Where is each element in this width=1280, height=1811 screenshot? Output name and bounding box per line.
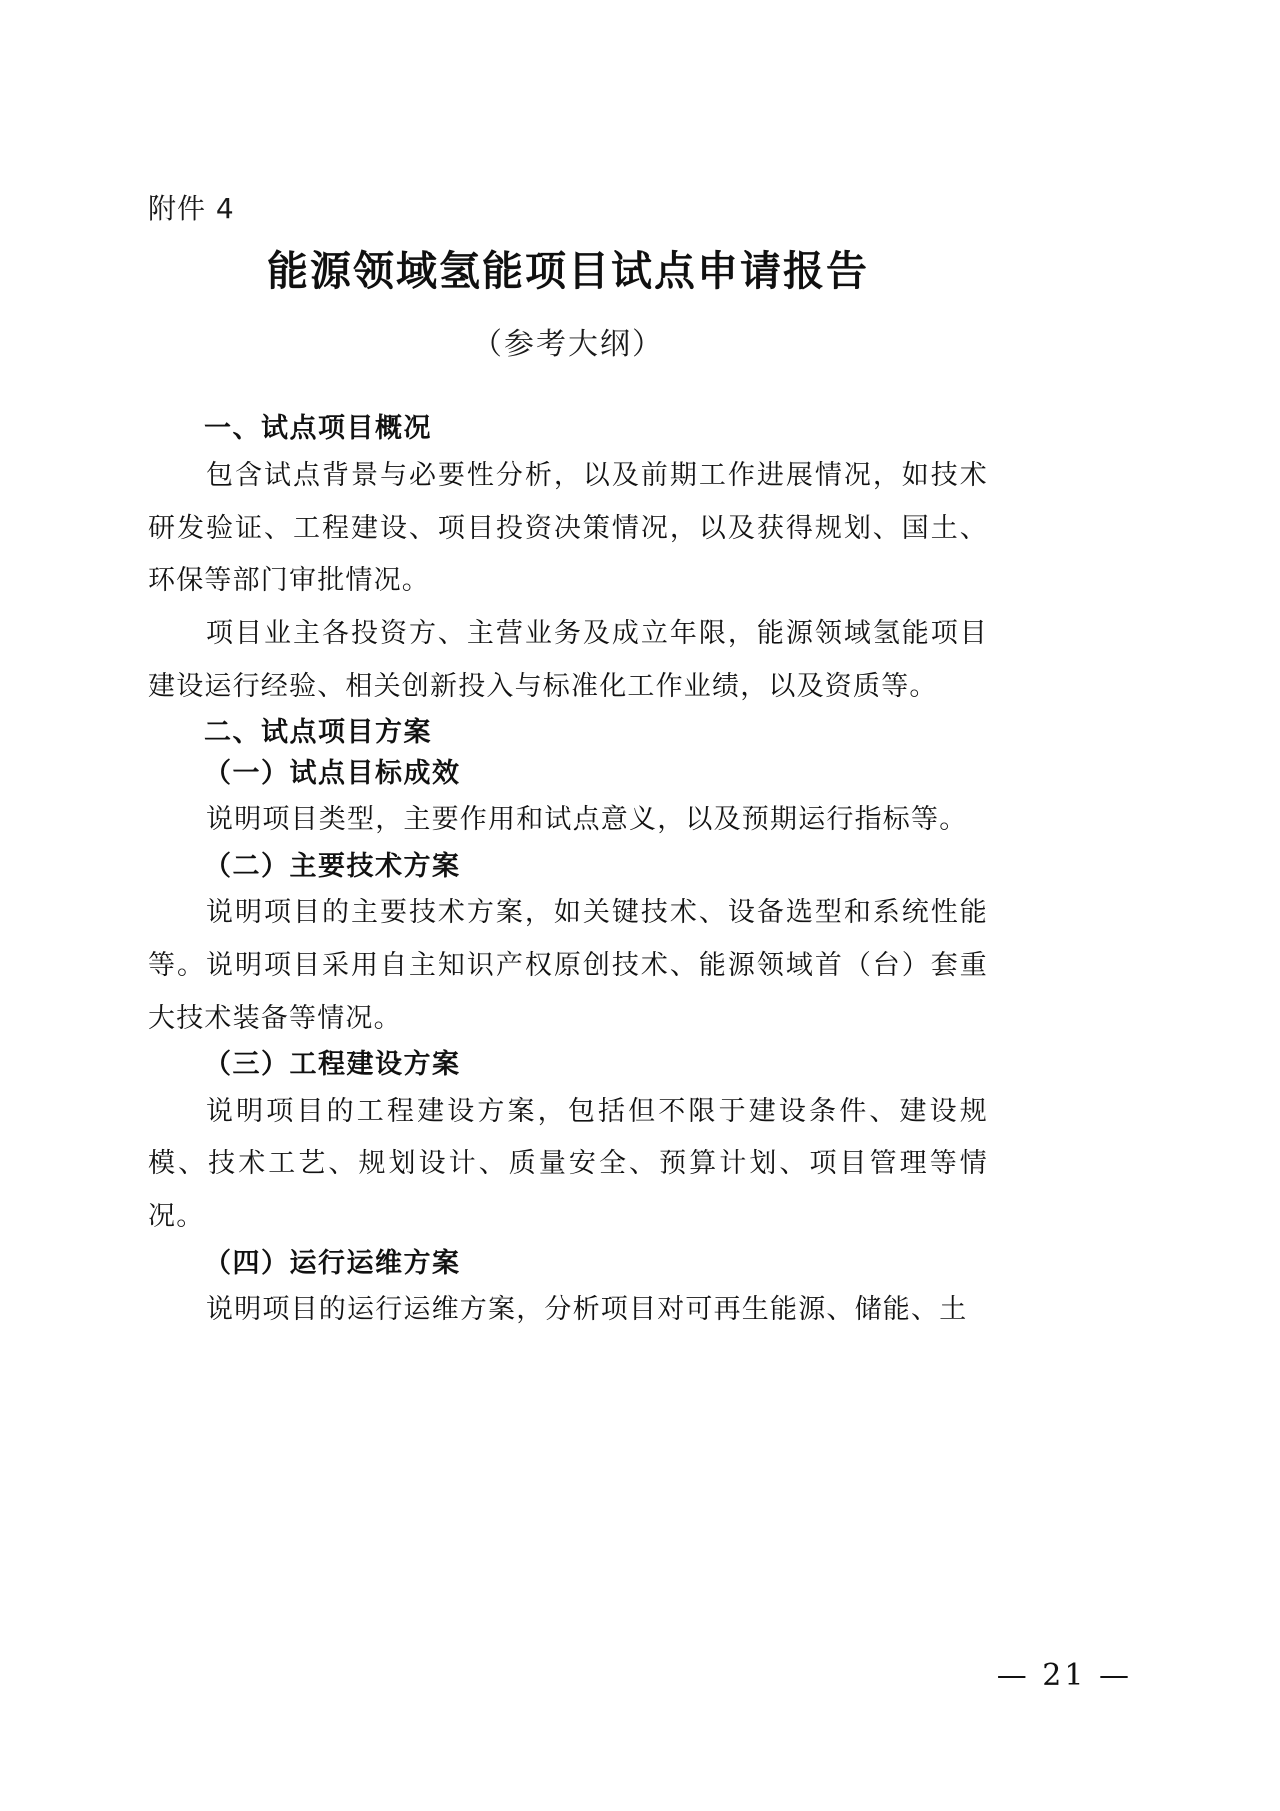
subsection-2-1-paragraph-1: 说明项目类型，主要作用和试点意义，以及预期运行指标等。 bbox=[206, 804, 968, 836]
document-subtitle: （参考大纲） bbox=[472, 326, 664, 362]
subsection-heading-2-4: （四）运行运维方案 bbox=[204, 1247, 461, 1279]
subsection-heading-2-3: （三）工程建设方案 bbox=[204, 1049, 461, 1081]
section-1-paragraph-2: 项目业主各投资方、主营业务及成立年限，能源领域氢能项目建设运行经验、相关创新投入与标准化工作业绩，以及资质等。 bbox=[148, 617, 988, 702]
attachment-label: 附件 4 bbox=[148, 192, 235, 225]
subsection-2-2-paragraph-1: 说明项目的主要技术方案，如关键技术、设备选型和系统性能等。说明项目采用自主知识产权原创技术、能源领域首（台）套重大技术装备等情况。 bbox=[148, 897, 988, 1034]
subsection-2-3-paragraph-1: 说明项目的工程建设方案，包括但不限于建设条件、建设规模、技术工艺、规划设计、质量安全、预算计划、项目管理等情况。 bbox=[148, 1095, 988, 1232]
page-number: — 21 — bbox=[996, 1658, 1132, 1693]
subsection-2-4-paragraph-1: 说明项目的运行运维方案，分析项目对可再生能源、储能、土 bbox=[206, 1294, 968, 1326]
section-heading-1: 一、试点项目概况 bbox=[204, 413, 432, 445]
spacer bbox=[148, 365, 988, 409]
subsection-heading-2-2: （二）主要技术方案 bbox=[204, 850, 461, 882]
page-title: 能源领域氢能项目试点申请报告 bbox=[267, 246, 869, 295]
section-heading-2: 二、试点项目方案 bbox=[204, 717, 432, 749]
document-body bbox=[148, 192, 988, 1337]
section-1-paragraph-1: 包含试点背景与必要性分析，以及前期工作进展情况，如技术研发验证、工程建设、项目投资决策情况，以及获得规划、国土、环保等部门审批情况。 bbox=[148, 459, 988, 597]
subsection-heading-2-1: （一）试点目标成效 bbox=[204, 757, 461, 789]
